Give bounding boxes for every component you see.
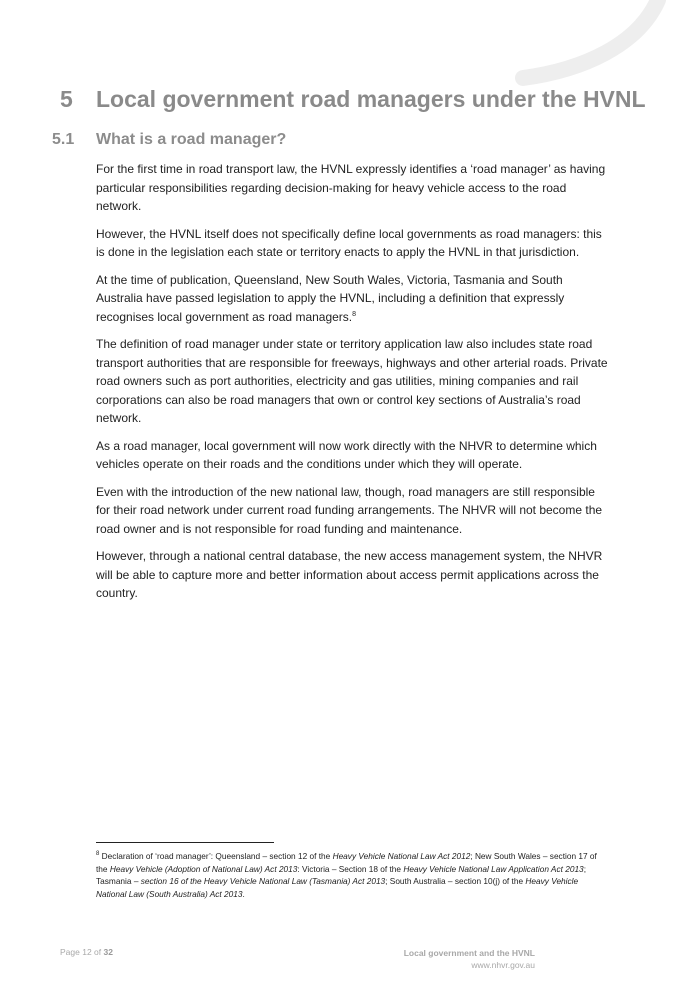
footnote-act-title: Heavy Vehicle National Law Act 2012 [332, 851, 471, 861]
paragraph: For the first time in road transport law, the HVNL expressly identifies a ‘road manager’ as having particular responsibilities regarding decision-making for heavy vehicle access to the road network. [96, 162, 606, 213]
page-of: of [91, 947, 104, 957]
paragraph: However, the HVNL itself does not specifically define local governments as road managers: this is done in the legislation each state or territory enacts to apply the HVNL in that jurisdiction. [96, 226, 602, 259]
page-prefix: Page [60, 947, 83, 957]
footnote-act-title: Heavy Vehicle National Law Application Act 2013 [403, 863, 584, 874]
footnote-text: ; New South Wales – section 17 of the [96, 851, 597, 874]
chapter-number: 5 [60, 86, 73, 112]
footnote [96, 850, 602, 900]
paragraph: However, through a national central database, the new access management system, the NHVR will be able to capture more and better information about access permit applications across the country. [96, 549, 603, 600]
section-number: 5.1 [52, 131, 75, 148]
footnote-act-title: section 16 of the Heavy Vehicle National Law (Tasmania) Act 2013 [140, 876, 386, 886]
footnote-act-title: Heavy Vehicle (Adoption of National Law) Act 2013 [109, 863, 298, 874]
chapter-heading [60, 86, 660, 113]
paragraph [96, 271, 612, 327]
paragraph-text: At the time of publication, Queensland, New South Wales, Victoria, Tasmania and South Australia have passed legislation to apply the HVNL, including a definition that expressly recognises local government as road managers. [96, 272, 565, 324]
footer-info [404, 947, 535, 971]
page-total: 32 [103, 947, 113, 957]
section-title: What is a road manager? [96, 131, 287, 148]
footnote-separator [96, 842, 274, 843]
footnote-text: Declaration of ‘road manager’: Queensland – section 12 of the [101, 851, 333, 861]
paragraph: The definition of road manager under state or territory application law also includes state road transport authorities that are responsible for freeways, highways and other arterial roads. Private road owners such as port authorities, electricity and gas utilities, mining companies and rail corporations can also be road managers that own or control key sections of Australia’s road network. [96, 337, 608, 425]
footnote-act-title: Heavy Vehicle National Law (South Australia) Act 2013 [96, 876, 579, 899]
chapter-title: Local government road managers under the HVNL [96, 86, 646, 112]
body-text [96, 160, 612, 612]
paragraph: As a road manager, local government will now work directly with the NHVR to determine which vehicles operate on their roads and the conditions under which they will operate. [96, 438, 597, 471]
footer-doc-title: Local government and the HVNL [403, 948, 535, 958]
footnote-text: ; Tasmania – [96, 863, 586, 886]
page-current: 12 [82, 947, 92, 957]
footnote-marker: 8 [96, 851, 100, 858]
footnote-text: ; South Australia – section 10(j) of the [385, 876, 526, 886]
section-heading [52, 131, 652, 149]
paragraph: Even with the introduction of the new national law, though, road managers are still responsible for their road network under current road funding arrangements. The NHVR will not become the road owner and is not responsible for road funding and maintenance. [96, 484, 603, 536]
footnote-text: . [242, 888, 245, 899]
footnote-reference[interactable]: 8 [352, 310, 357, 318]
page-number [60, 947, 113, 957]
footer-url[interactable]: www.nhvr.gov.au [471, 960, 535, 970]
footnote-text: : Victoria – Section 18 of the [297, 863, 404, 874]
